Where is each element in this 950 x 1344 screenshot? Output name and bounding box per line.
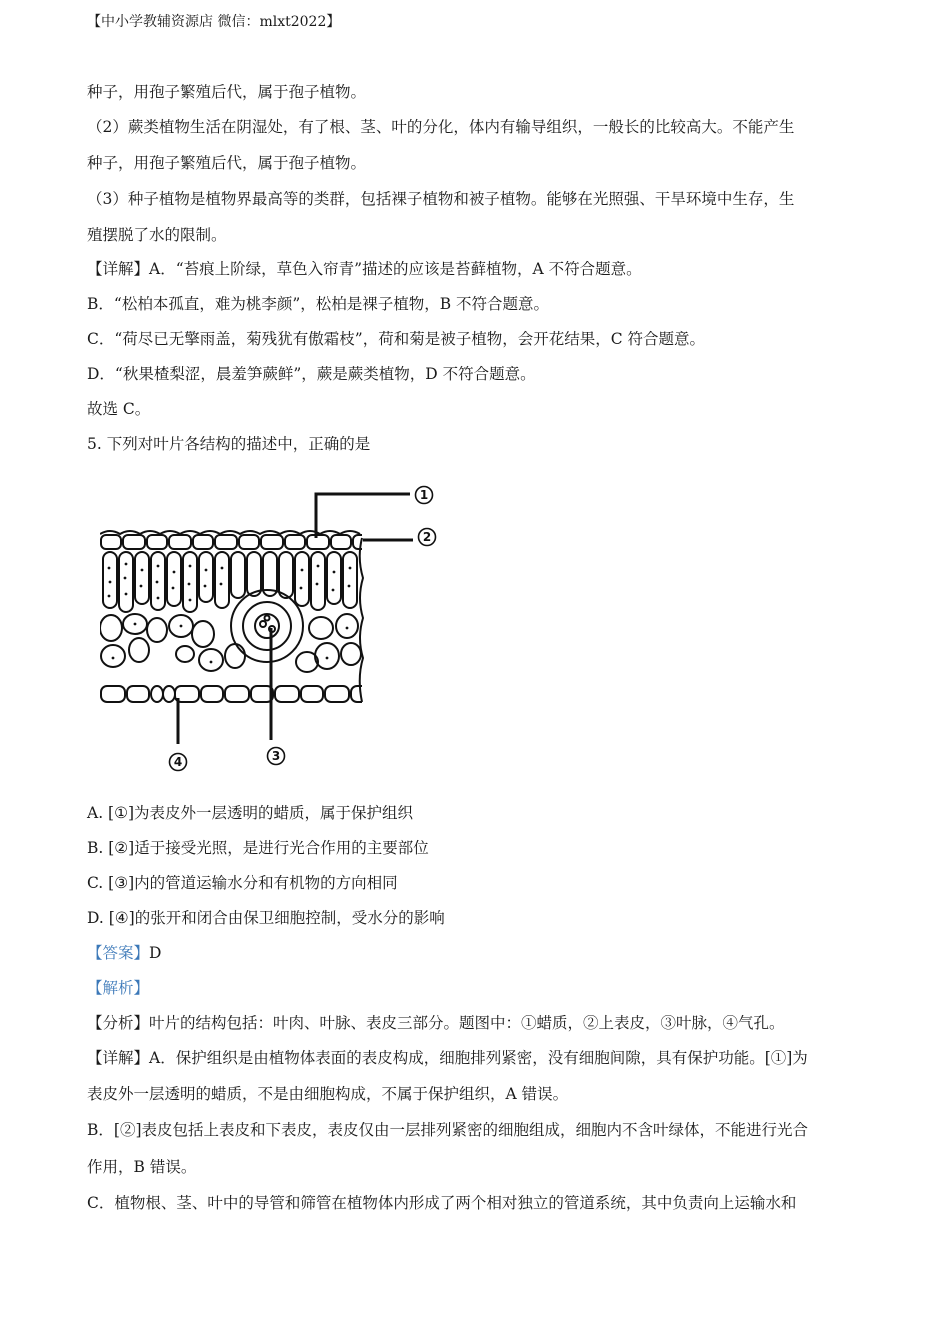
svg-text:2: 2: [422, 530, 432, 544]
text-line: 【分析】叶片的结构包括：叶肉、叶脉、表皮三部分。题图中：①蜡质，②上表皮，③叶脉，④气孔。: [87, 1014, 785, 1032]
text-line: 殖摆脱了水的限制。: [87, 226, 227, 244]
text-line: B．“松柏本孤直，难为桃李颜”，松柏是裸子植物，B 不符合题意。: [87, 295, 550, 313]
text-line: 【详解】A．保护组织是由植物体表面的表皮构成，细胞排列紧密，没有细胞间隙，具有保护功能。[①]为: [87, 1049, 808, 1067]
svg-text:4: 4: [173, 755, 183, 769]
text-line: （2）蕨类植物生活在阴湿处，有了根、茎、叶的分化，体内有输导组织，一般长的比较高大。不能产生: [87, 118, 795, 136]
svg-text:1: 1: [419, 488, 429, 502]
answer-tag: 【答案】: [87, 944, 150, 962]
lower-epidermis: [101, 686, 371, 702]
text-line: C．植物根、茎、叶中的导管和筛管在植物体内形成了两个相对独立的管道系统，其中负责向上运输水和: [87, 1194, 797, 1212]
text-line: B．[②]表皮包括上表皮和下表皮，表皮仅由一层排列紧密的细胞组成，细胞内不含叶绿体，不能进行光合: [87, 1121, 808, 1139]
text-line: 表皮外一层透明的蜡质，不是由细胞构成，不属于保护组织，A 错误。: [87, 1085, 569, 1103]
leaf-cross-section-figure: [95, 478, 455, 778]
option-a: A. [①]为表皮外一层透明的蜡质，属于保护组织: [87, 804, 414, 822]
vein: [231, 590, 303, 662]
text-line: 【详解】A．“苔痕上阶绿，草色入帘青”描述的应该是苔藓植物，A 不符合题意。: [87, 260, 642, 278]
text-line: 种子，用孢子繁殖后代，属于孢子植物。: [87, 83, 367, 101]
option-c: C. [③]内的管道运输水分和有机物的方向相同: [87, 874, 398, 892]
label-1: [416, 487, 433, 504]
text-line: 作用，B 错误。: [87, 1158, 197, 1176]
palisade-layer: [103, 552, 357, 612]
label-4: [170, 754, 187, 771]
page-header: 【中小学教辅资源店 微信：mlxt2022】: [87, 14, 341, 30]
analysis-tag: 【解析】: [87, 979, 150, 997]
svg-text:3: 3: [271, 749, 281, 763]
upper-epidermis: [101, 535, 373, 549]
option-d: D. [④]的张开和闭合由保卫细胞控制，受水分的影响: [87, 909, 445, 927]
question-title: 5. 下列对叶片各结构的描述中，正确的是: [87, 435, 371, 453]
answer-line: [87, 943, 161, 963]
text-line: C．“荷尽已无擎雨盖，菊残犹有傲霜枝”，荷和菊是被子植物，会开花结果，C 符合题意。: [87, 330, 705, 348]
option-b: B. [②]适于接受光照，是进行光合作用的主要部位: [87, 839, 429, 857]
answer-value: D: [149, 944, 162, 962]
label-2: [419, 529, 436, 546]
text-line: 故选 C。: [87, 400, 151, 418]
label-3: [268, 748, 285, 765]
text-line: D．“秋果楂梨涩，晨羞笋蕨鲜”，蕨是蕨类植物，D 不符合题意。: [87, 365, 536, 383]
text-line: 种子，用孢子繁殖后代，属于孢子植物。: [87, 154, 367, 172]
text-line: （3）种子植物是植物界最高等的类群，包括裸子植物和被子植物。能够在光照强、干旱环境中生存，生: [87, 190, 795, 208]
